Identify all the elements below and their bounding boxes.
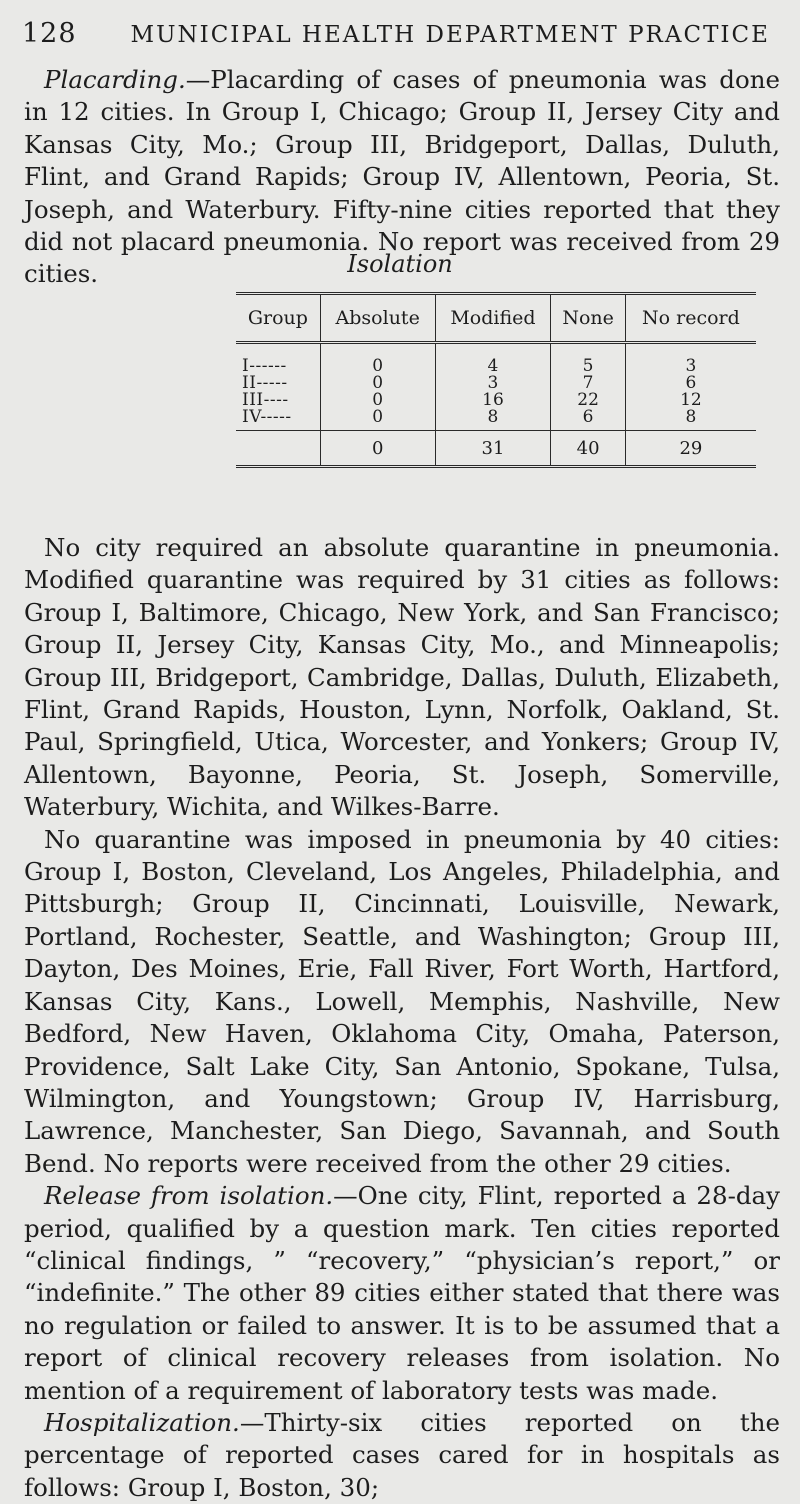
none-cell: 7	[551, 375, 625, 392]
group-cell: I------	[242, 356, 287, 376]
header-absolute: Absolute	[320, 294, 435, 343]
no-record-cell: 12	[625, 392, 756, 409]
none-cell: 22	[551, 392, 625, 409]
header-no-record: No record	[625, 294, 756, 343]
absolute-cell: 0	[320, 343, 435, 376]
isolation-table	[236, 292, 756, 468]
table-row	[236, 343, 756, 376]
absolute-cell: 0	[320, 375, 435, 392]
page-header	[22, 18, 782, 49]
quarantine-paragraph: No city required an absolute quarantine in pneumonia. Modified quarantine was required by 31 cities as follows: Group I, Baltimore, Chicago, New York, and San Francisco; Group II, Jersey City, Kansas City, Mo., and Minneapolis; Group III, Bridgeport, Cambridge, Dallas, Duluth, Elizabeth, Flint, Grand Rapids, Houston, Lynn, Norfolk, Oakland, St. Paul, Springfield, Utica, Worcester, and Yonkers; Group IV, Allentown, Bayonne, Peoria, St. Joseph, Somerville, Waterbury, Wichita, and Wilkes-Barre.	[24, 533, 780, 822]
body-text	[24, 532, 780, 1504]
total-absolute: 0	[320, 431, 435, 467]
total-label-cell	[236, 431, 320, 467]
hospitalization-heading: Hospitalization.	[44, 1407, 240, 1437]
page-number: 128	[22, 18, 77, 49]
group-cell: II-----	[242, 373, 288, 393]
release-text: —One city, Flint, reported a 28-day period, qualified by a question mark. Ten cities reported “clinical findings, ” “recovery,” “physician’s report,” or “indefinite.” The other 89 cities either stated that there was no regulation or failed to answer. It is to be assumed that a report of clinical recovery releases from isolation. No mention of a requirement of laboratory tests was made.	[24, 1181, 780, 1405]
header-group: Group	[236, 294, 320, 343]
table-total-row	[236, 431, 756, 467]
total-none: 40	[551, 431, 625, 467]
no-record-cell: 8	[625, 409, 756, 431]
none-cell: 5	[551, 343, 625, 376]
total-modified: 31	[435, 431, 551, 467]
table-title: Isolation	[347, 250, 453, 278]
modified-cell: 16	[435, 392, 551, 409]
hospitalization-text: —Thirty-six cities reported on the percentage of reported cases cared for in hospitals as follows: Group I, Boston, 30;	[24, 1407, 780, 1502]
absolute-cell: 0	[320, 409, 435, 431]
table-row	[236, 409, 756, 431]
header-modified: Modified	[435, 294, 551, 343]
no-quarantine-paragraph: No quarantine was imposed in pneumonia by 40 cities: Group I, Boston, Cleveland, Los Angeles, Philadelphia, and Pittsburgh; Group II, Cincinnati, Louisville, Newark, Portland, Rochester, Seattle, and Washington; Group III, Dayton, Des Moines, Erie, Fall River, Fort Worth, Hartford, Kansas City, Kans., Lowell, Memphis, Nashville, New Bedford, New Haven, Oklahoma City, Omaha, Paterson, Providence, Salt Lake City, San Antonio, Spokane, Tulsa, Wilmington, and Youngstown; Group IV, Harrisburg, Lawrence, Manchester, San Diego, Savannah, and South Bend. No reports were received from the other 29 cities.	[24, 824, 780, 1178]
running-head: MUNICIPAL HEALTH DEPARTMENT PRACTICE	[130, 22, 770, 48]
isolation-table-container	[236, 292, 756, 468]
group-cell: IV-----	[242, 407, 292, 427]
table-header-row	[236, 294, 756, 343]
modified-cell: 8	[435, 409, 551, 431]
no-record-cell: 6	[625, 375, 756, 392]
placarding-heading: Placarding.	[44, 65, 186, 94]
none-cell: 6	[551, 409, 625, 431]
placarding-text: —Placarding of cases of pneumonia was done in 12 cities. In Group I, Chicago; Group II, Jersey City and Kansas City, Mo.; Group III, Bridgeport, Dallas, Duluth, Flint, and Grand Rapids; Group IV, Allentown, Peoria, St. Joseph, and Waterbury. Fifty-nine cities reported that they did not placard pneumonia. No report was received from 29 cities.	[24, 65, 780, 289]
modified-cell: 4	[435, 343, 551, 376]
header-none: None	[551, 294, 625, 343]
absolute-cell: 0	[320, 392, 435, 409]
release-paragraph	[24, 1180, 780, 1407]
group-cell: III----	[242, 390, 289, 410]
no-record-cell: 3	[625, 343, 756, 376]
release-heading: Release from isolation.	[44, 1181, 334, 1211]
hospitalization-paragraph	[24, 1407, 780, 1504]
modified-cell: 3	[435, 375, 551, 392]
total-no-record: 29	[625, 431, 756, 467]
